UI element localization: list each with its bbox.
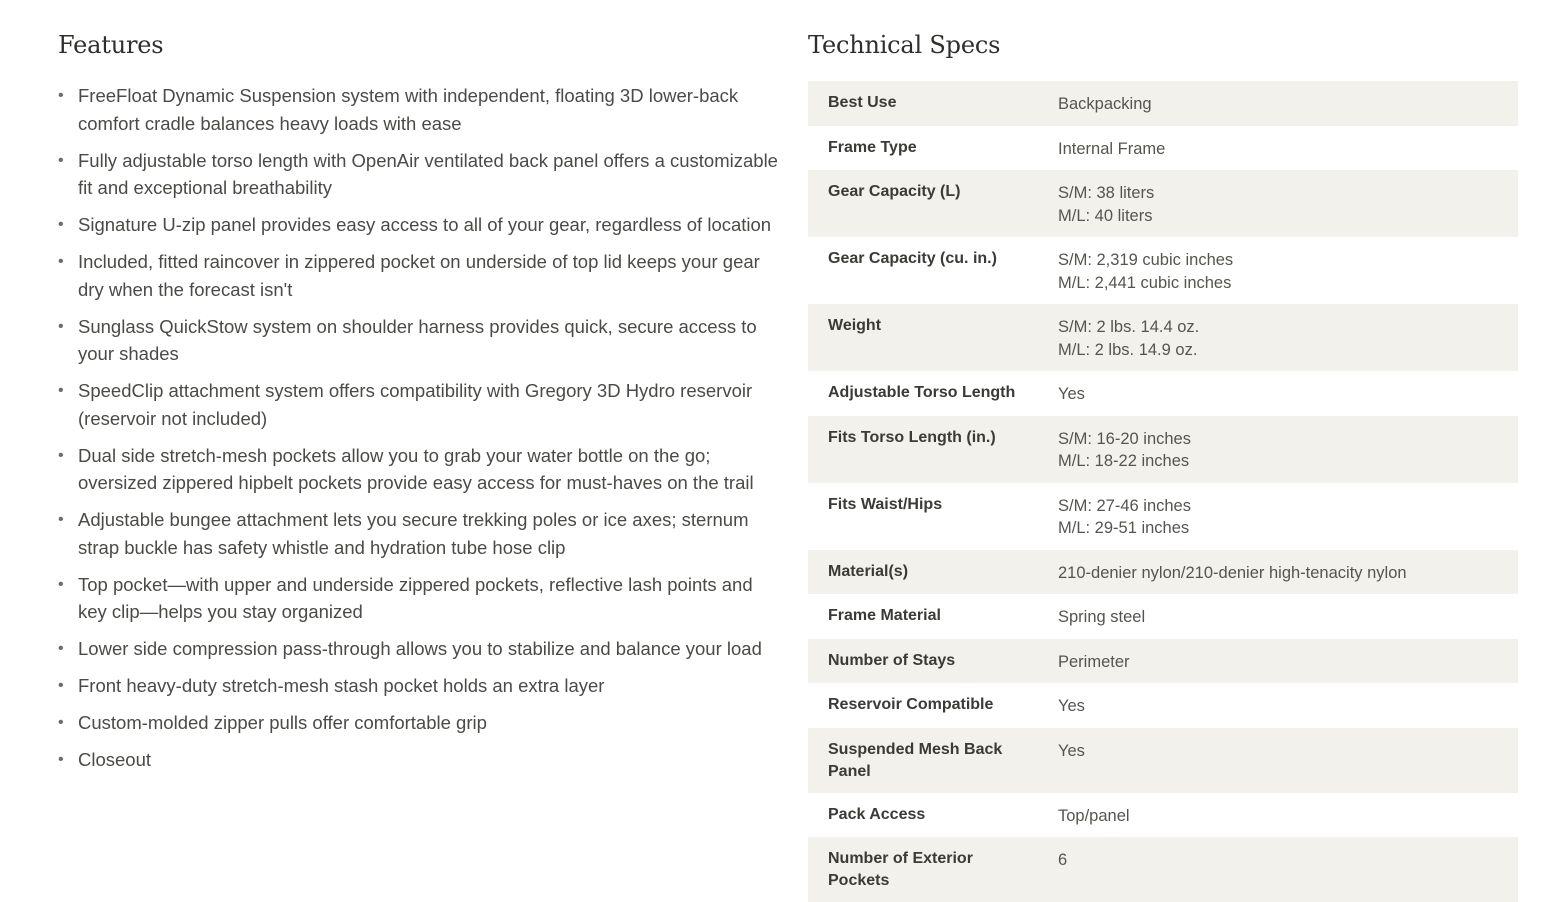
feature-text: Signature U-zip panel provides easy access to all of your gear, regardless of location xyxy=(78,214,772,235)
bullet-icon: • xyxy=(58,87,64,104)
spec-label: Best Use xyxy=(828,94,897,111)
spec-value-line: Yes xyxy=(1058,697,1085,715)
spec-value xyxy=(1058,694,1518,718)
spec-label: Fits Torso Length (in.) xyxy=(828,428,996,446)
feature-list-item xyxy=(58,147,778,202)
feature-list-item xyxy=(58,672,778,700)
feature-list-item xyxy=(58,635,778,663)
spec-row xyxy=(808,304,1518,371)
specs-table xyxy=(808,81,1518,902)
spec-label: Gear Capacity (L) xyxy=(828,183,961,200)
spec-value xyxy=(1058,382,1518,406)
bullet-icon: • xyxy=(58,714,64,731)
spec-row xyxy=(808,126,1518,171)
spec-row xyxy=(808,793,1518,838)
spec-value-line: M/L: 2 lbs. 14.9 oz. xyxy=(1058,340,1198,359)
spec-row xyxy=(808,837,1518,902)
spec-label: Pack Access xyxy=(828,805,926,823)
feature-text: Lower side compression pass-through allows you to stabilize and balance your load xyxy=(78,638,762,659)
spec-label: Reservoir Compatible xyxy=(828,696,994,713)
spec-label: Number of Stays xyxy=(828,651,956,669)
spec-value-line: M/L: 29-51 inches xyxy=(1058,519,1190,537)
spec-value-line: S/M: 16-20 inches xyxy=(1058,429,1191,448)
technical-specs-title: Technical Specs xyxy=(808,31,1001,59)
spec-label: Material(s) xyxy=(828,562,909,580)
bullet-icon: • xyxy=(58,511,64,528)
spec-value xyxy=(1058,248,1518,294)
spec-value xyxy=(1058,315,1518,361)
bullet-icon: • xyxy=(58,677,64,694)
bullet-icon: • xyxy=(58,751,64,768)
spec-value-line: S/M: 27-46 inches xyxy=(1058,496,1191,515)
bullet-icon: • xyxy=(58,216,64,233)
feature-text: Top pocket—with upper and underside zippered pockets, reflective lash points and key clip—helps you stay organized xyxy=(78,573,753,622)
spec-label: Number of Exterior Pockets xyxy=(828,850,973,889)
feature-text: Dual side stretch-mesh pockets allow you to grab your water bottle on the go; oversized zippered hipbelt pockets provide easy access for must-haves on the trail xyxy=(78,444,754,493)
spec-value-line: M/L: 18-22 inches xyxy=(1058,452,1190,470)
spec-value-line: Perimeter xyxy=(1058,652,1130,671)
technical-specs-section xyxy=(808,28,1518,902)
feature-text: Closeout xyxy=(78,749,152,770)
spec-value-line: S/M: 2,319 cubic inches xyxy=(1058,251,1234,269)
spec-row xyxy=(808,170,1518,237)
spec-row xyxy=(808,728,1518,793)
spec-label: Weight xyxy=(828,317,882,334)
features-section xyxy=(58,28,778,783)
bullet-icon: • xyxy=(58,446,64,464)
spec-row xyxy=(808,483,1518,550)
spec-value-line: M/L: 2,441 cubic inches xyxy=(1058,273,1232,292)
feature-text: Sunglass QuickStow system on shoulder harness provides quick, secure access to your shades xyxy=(78,315,757,364)
spec-value-line: Top/panel xyxy=(1058,806,1130,825)
spec-value-line: Internal Frame xyxy=(1058,139,1166,158)
features-list xyxy=(58,82,778,774)
bullet-icon: • xyxy=(58,151,64,169)
spec-value-line: 6 xyxy=(1058,851,1068,869)
spec-label: Frame Type xyxy=(828,138,917,156)
spec-row xyxy=(808,639,1518,684)
bullet-icon: • xyxy=(58,640,64,657)
spec-row xyxy=(808,550,1518,595)
spec-label: Fits Waist/Hips xyxy=(828,495,943,513)
feature-text: Custom-molded zipper pulls offer comfortable grip xyxy=(78,712,487,733)
spec-value xyxy=(1058,804,1518,828)
spec-row xyxy=(808,237,1518,304)
spec-value-line: S/M: 38 liters xyxy=(1058,184,1155,202)
spec-row xyxy=(808,371,1518,416)
spec-row xyxy=(808,416,1518,483)
spec-value xyxy=(1058,561,1518,585)
bullet-icon: • xyxy=(58,382,64,399)
feature-list-item xyxy=(58,313,778,368)
feature-list-item xyxy=(58,746,778,774)
bullet-icon: • xyxy=(58,575,64,593)
feature-list-item xyxy=(58,211,778,239)
spec-value xyxy=(1058,739,1518,783)
spec-value xyxy=(1058,605,1518,629)
feature-text: SpeedClip attachment system offers compatibility with Gregory 3D Hydro reservoir (reservoir not included) xyxy=(78,380,753,429)
feature-text: Adjustable bungee attachment lets you secure trekking poles or ice axes; sternum strap buckle has safety whistle and hydration tube hose clip xyxy=(78,509,749,558)
spec-value xyxy=(1058,494,1518,540)
bullet-icon: • xyxy=(58,253,64,270)
feature-text: Included, fitted raincover in zippered pocket on underside of top lid keeps your gear dry when the forecast isn't xyxy=(78,251,760,300)
feature-list-item xyxy=(58,709,778,737)
spec-value-line: M/L: 40 liters xyxy=(1058,206,1153,225)
bullet-icon: • xyxy=(58,317,64,335)
spec-label: Suspended Mesh Back Panel xyxy=(828,740,1003,780)
feature-list-item xyxy=(58,442,778,497)
spec-value-line: 210-denier nylon/210-denier high-tenacity nylon xyxy=(1058,563,1407,582)
feature-list-item xyxy=(58,248,778,303)
feature-list-item xyxy=(58,377,778,432)
features-title: Features xyxy=(58,31,164,59)
spec-value xyxy=(1058,181,1518,227)
spec-label: Frame Material xyxy=(828,607,941,624)
spec-value-line: Yes xyxy=(1058,741,1085,760)
spec-value xyxy=(1058,92,1518,116)
spec-value-line: Backpacking xyxy=(1058,95,1152,113)
spec-value-line: Spring steel xyxy=(1058,608,1146,626)
spec-value xyxy=(1058,427,1518,473)
spec-label: Gear Capacity (cu. in.) xyxy=(828,250,997,267)
spec-value xyxy=(1058,848,1518,892)
feature-text: FreeFloat Dynamic Suspension system with independent, floating 3D lower-back comfort cradle balances heavy loads with ease xyxy=(78,85,739,134)
spec-value xyxy=(1058,650,1518,674)
feature-list-item xyxy=(58,571,778,626)
spec-row xyxy=(808,594,1518,639)
feature-list-item xyxy=(58,506,778,561)
spec-value xyxy=(1058,137,1518,161)
spec-row xyxy=(808,81,1518,126)
feature-text: Front heavy-duty stretch-mesh stash pocket holds an extra layer xyxy=(78,675,605,696)
feature-list-item xyxy=(58,82,778,137)
spec-value-line: Yes xyxy=(1058,385,1085,403)
spec-label: Adjustable Torso Length xyxy=(828,384,1016,401)
spec-row xyxy=(808,683,1518,728)
feature-text: Fully adjustable torso length with OpenAir ventilated back panel offers a customizable fit and exceptional breathability xyxy=(78,149,778,198)
spec-value-line: S/M: 2 lbs. 14.4 oz. xyxy=(1058,318,1200,336)
